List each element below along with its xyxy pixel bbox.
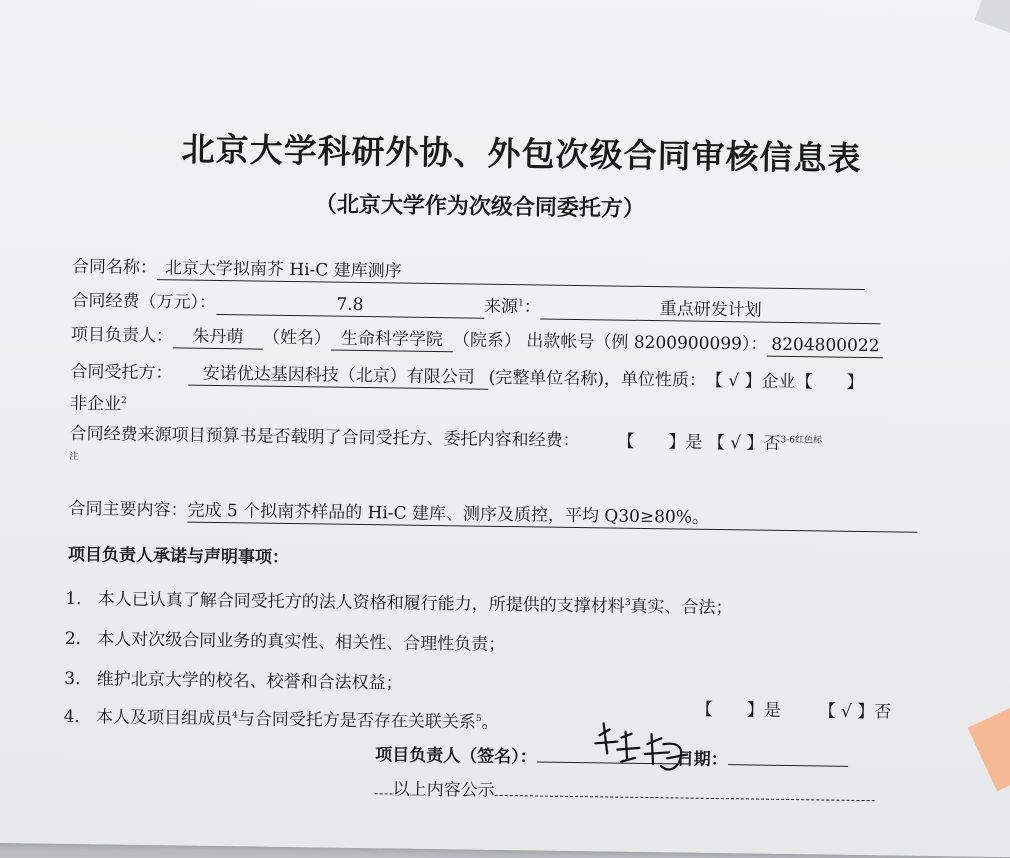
commitment-text: 本人已认真了解合同受托方的法人资格和履行能力，所提供的支撑材料 — [97, 589, 625, 617]
contract-name-label: 合同名称： — [71, 256, 158, 279]
date-label: 日期： — [676, 749, 728, 771]
contract-fee-row — [71, 286, 881, 324]
commitment-item-1 — [65, 584, 732, 618]
budget-no-label: 否 — [763, 433, 781, 454]
commitment-number: 1. — [65, 588, 82, 610]
project-leader-name-field — [173, 325, 263, 349]
commitment-item-4 — [64, 702, 499, 733]
main-content-row — [68, 494, 917, 533]
commitment-footnote-2: 5 — [475, 713, 482, 725]
contractee-label: 合同受托方： — [70, 361, 173, 384]
commitments-heading: 项目负责人承诺与声明事项： — [67, 544, 290, 568]
project-leader-label: 项目负责人： — [70, 324, 174, 347]
account-field — [767, 334, 883, 359]
main-content-field — [187, 500, 917, 533]
commitment-footnote: 3 — [624, 598, 631, 609]
commitment-text-end: 。 — [481, 712, 499, 733]
contract-name-value: 北京大学拟南芥 Hi-C 建库测序 — [164, 258, 402, 282]
name-note: （姓名） — [262, 327, 332, 349]
non-enterprise-label: 非企业 — [69, 393, 122, 415]
project-leader-row — [71, 320, 884, 358]
contract-name-field — [157, 257, 865, 290]
non-enterprise-row — [70, 389, 127, 415]
contractee-note: (完整单位名称)，单位性质： — [488, 367, 707, 391]
budget-yes-label: 是 — [685, 432, 703, 453]
enterprise-checkbox[interactable]: 【 √ 】 — [705, 370, 762, 392]
commitment-item-3 — [64, 664, 403, 694]
enterprise-label: 企业 — [761, 371, 796, 393]
contract-fee-field — [216, 292, 484, 319]
contract-fee-label: 合同经费（万元）： — [71, 290, 217, 313]
account-label: 出款帐号（例 8200900099）： — [526, 331, 768, 355]
budget-no-checkbox[interactable]: 【 √ 】 — [707, 432, 764, 454]
department-note: （院系） — [452, 330, 522, 352]
relation-yes-label: 是 — [763, 700, 781, 721]
commitment-number: 4. — [63, 706, 81, 728]
commitment-number: 3. — [64, 668, 81, 690]
main-content-value: 完成 5 个拟南芥样品的 Hi-C 建库、测序及质控，平均 Q30≥80%。 — [187, 500, 710, 528]
main-content-label: 合同主要内容： — [68, 498, 188, 521]
document-title: 北京大学科研外协、外包次级合同审核信息表 — [181, 129, 862, 178]
handwritten-signature — [591, 713, 702, 785]
department-field — [331, 328, 453, 353]
commitment-text-end: 真实、合法； — [630, 596, 733, 619]
date-field[interactable] — [728, 764, 848, 767]
relation-options — [696, 695, 892, 723]
contract-fee-value: 7.8 — [336, 294, 364, 316]
budget-question-row — [69, 419, 822, 455]
budget-note-wrap: 注 — [69, 451, 79, 463]
project-leader-name: 朱丹萌 — [192, 326, 244, 348]
fund-source-value: 重点研发计划 — [659, 299, 762, 321]
commitment-number: 2. — [64, 628, 82, 650]
fund-source-footnote: 1 — [517, 298, 524, 309]
commitment-item-2 — [65, 624, 506, 655]
document-subtitle: （北京大学作为次级合同委托方） — [314, 192, 646, 222]
non-enterprise-checkbox[interactable]: 【 】 — [795, 372, 864, 394]
fund-source-colon: ： — [523, 297, 541, 318]
fund-source-field — [541, 296, 881, 324]
department-value: 生命科学学院 — [340, 328, 444, 351]
commitment-text: 维护北京大学的校名、校誉和合法权益； — [96, 669, 403, 694]
signature-label: 项目负责人（签名）： — [375, 745, 537, 768]
budget-question-text: 合同经费来源项目预算书是否载明了合同受托方、委托内容和经费： — [69, 423, 580, 452]
relation-no-label: 否 — [874, 702, 892, 723]
commitment-footnote: 4 — [232, 710, 238, 721]
contractee-field — [189, 363, 489, 390]
relation-yes-checkbox[interactable]: 【 】 — [695, 699, 764, 721]
commitment-text: 本人及项目组成员 — [95, 707, 233, 730]
relation-no-checkbox[interactable]: 【 √ 】 — [818, 701, 875, 723]
budget-footnote: 3-6 — [780, 435, 796, 446]
account-value: 8204800022 — [771, 334, 880, 357]
non-enterprise-footnote: 2 — [121, 395, 127, 407]
budget-yes-checkbox[interactable]: 【 】 — [617, 431, 686, 453]
footer-partial-row — [375, 774, 875, 806]
commitment-text: 本人对次级合同业务的真实性、相关性、合理性负责； — [97, 629, 506, 656]
footer-partial-text: 以上内容公示 — [392, 779, 495, 801]
fund-source-label: 来源 — [483, 296, 519, 318]
commitment-text-mid: 与合同受托方是否存在关联关系 — [237, 709, 476, 733]
contract-name-row — [72, 252, 865, 290]
contractee-row — [70, 357, 863, 395]
contractee-value: 安诺优达基因科技（北京）有限公司 — [202, 363, 475, 388]
budget-note-text: 红色标 — [794, 435, 823, 446]
